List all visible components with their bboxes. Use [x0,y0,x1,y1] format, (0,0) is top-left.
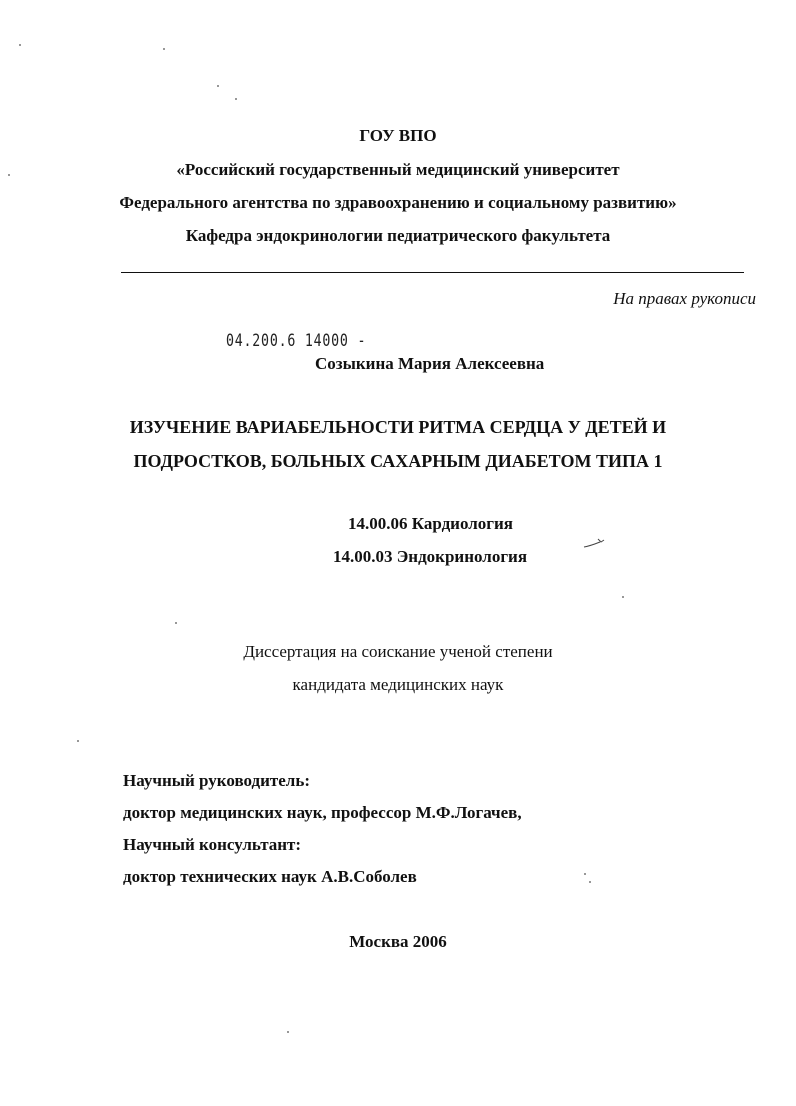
city-year: Москва 2006 [349,932,447,951]
scan-speck [235,98,237,100]
dissertation-line-2: кандидата медицинских наук [292,675,504,694]
supervisor-name: доктор медицинских наук, профессор М.Ф.Логачев, [123,803,522,822]
author-name: Созыкина Мария Алексеевна [315,354,545,373]
pen-mark [582,536,606,550]
scan-speck [175,622,177,624]
title-line-1: ИЗУЧЕНИЕ ВАРИАБЕЛЬНОСТИ РИТМА СЕРДЦА У ДЕТЕЙ И [129,417,667,437]
agency-name: Федерального агентства по здравоохранению и социальному развитию» [119,193,677,212]
title-line-2: ПОДРОСТКОВ, БОЛЬНЫХ САХАРНЫМ ДИАБЕТОМ ТИПА 1 [133,451,663,471]
header-divider [121,272,744,273]
department-name: Кафедра эндокринологии педиатрического факультета [185,226,611,245]
registration-stamp: 04.200.6 14000 - [226,331,367,351]
manuscript-note: На правах рукописи [613,289,756,308]
scan-speck [8,174,10,176]
supervisor-label: Научный руководитель: [123,771,310,790]
consultant-name: доктор технических наук А.В.Соболев [123,867,417,886]
specialty-cardiology: 14.00.06 Кардиология [348,514,514,533]
university-name: «Российский государственный медицинский университет [176,160,620,179]
scan-speck [287,1031,289,1033]
scan-speck [217,85,219,87]
scan-speck [19,44,21,46]
specialty-endocrinology: 14.00.03 Эндокринология [333,547,528,566]
consultant-label: Научный консультант: [123,835,302,854]
scan-speck [589,881,591,883]
scan-speck [163,48,165,50]
org-short-name: ГОУ ВПО [359,126,437,145]
scan-speck [622,596,624,598]
dissertation-line-1: Диссертация на соискание ученой степени [243,642,553,661]
scan-speck [584,873,586,875]
scan-speck [77,740,79,742]
